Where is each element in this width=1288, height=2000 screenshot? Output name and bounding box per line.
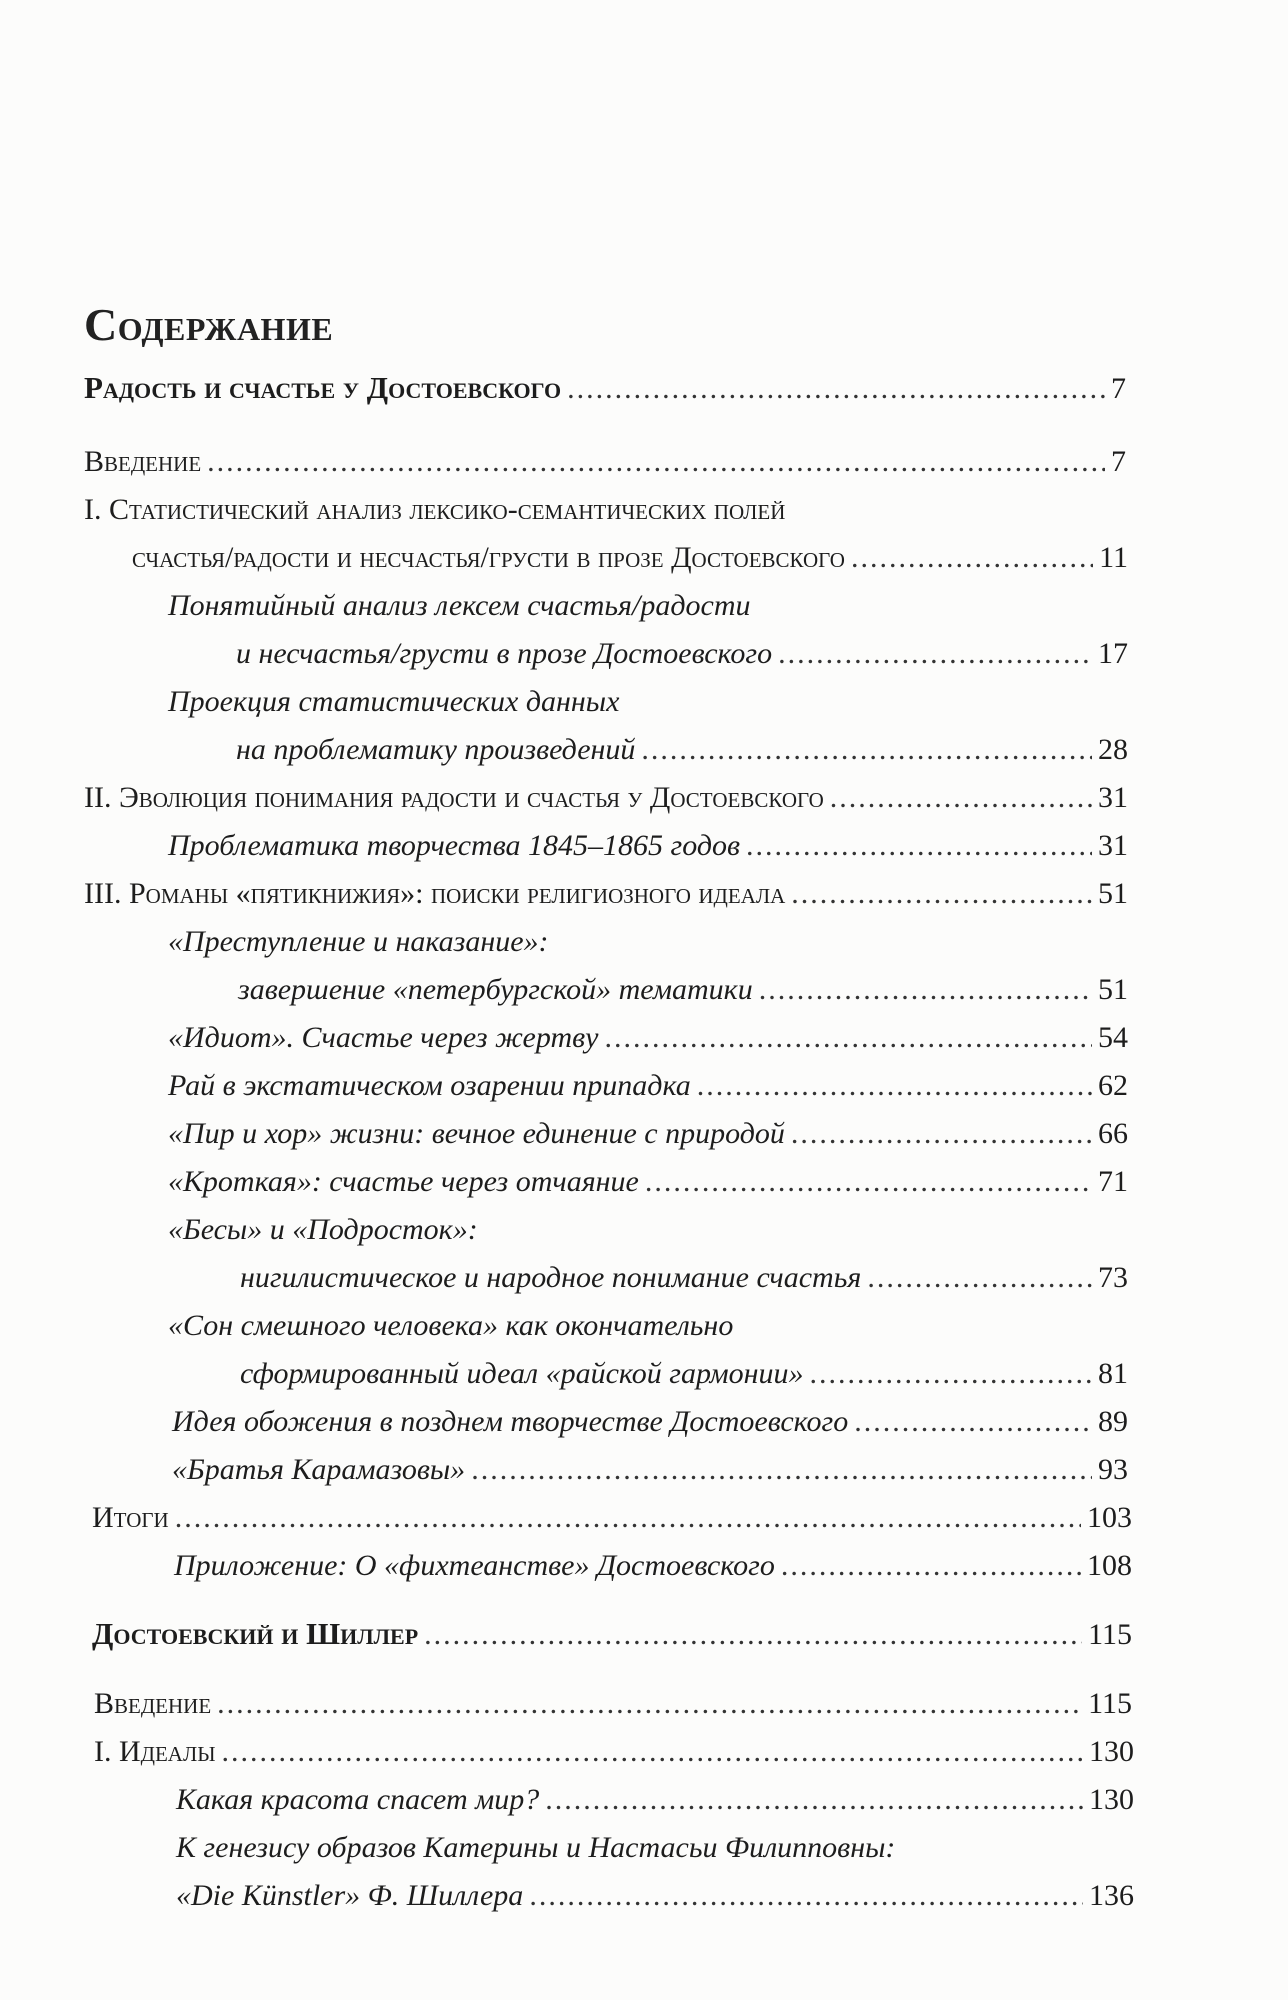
- leader-dots: [529, 1876, 1083, 1916]
- toc-entry-label: «Идиот». Счастье через жертву: [168, 1021, 599, 1054]
- toc-entry[interactable]: [84, 442, 1126, 482]
- toc-entry-label: «Пир и хор» жизни: вечное единение с природой: [168, 1117, 785, 1150]
- toc-entry-label: Приложение: О «фихтеанстве» Достоевского: [174, 1549, 775, 1582]
- toc-entry-label: III. Романы «пятикнижия»: поиски религиозного идеала: [84, 877, 786, 910]
- toc-entry-label: завершение «петербургской» тематики: [238, 973, 753, 1006]
- toc-page-number: 28: [1098, 733, 1128, 766]
- toc-entry-label: I. Идеалы: [94, 1735, 216, 1768]
- leader-dots: [851, 538, 1093, 578]
- toc-entry-label: на проблематику произведений: [236, 733, 636, 766]
- leader-dots: [697, 1066, 1092, 1106]
- toc-page-number: 54: [1098, 1021, 1128, 1054]
- toc-page-number: 115: [1088, 1618, 1132, 1651]
- leader-dots: [217, 1684, 1082, 1724]
- toc-entry-label[interactable]: Понятийный анализ лексем счастья/радости: [168, 589, 751, 622]
- page-title: Содержание: [84, 299, 334, 350]
- toc-entry-label: Какая красота спасет мир?: [176, 1783, 540, 1816]
- leader-dots: [791, 1114, 1092, 1154]
- toc-entry[interactable]: [238, 970, 1128, 1010]
- toc-entry-label: Итоги: [92, 1501, 169, 1534]
- toc-entry-label[interactable]: «Бесы» и «Подросток»:: [168, 1213, 478, 1246]
- toc-page-number: 103: [1087, 1501, 1132, 1534]
- toc-entry-label[interactable]: К генезису образов Катерины и Настасьи Филипповны:: [176, 1831, 896, 1864]
- leader-dots: [645, 1162, 1092, 1202]
- toc-page-number: 66: [1098, 1117, 1128, 1150]
- leader-dots: [207, 442, 1105, 482]
- toc-entry[interactable]: [176, 1780, 1134, 1820]
- toc-page-number: 17: [1098, 637, 1128, 670]
- toc-entry[interactable]: [172, 1450, 1128, 1490]
- toc-entry[interactable]: [236, 634, 1128, 674]
- leader-dots: [424, 1615, 1082, 1655]
- toc-entry-label: «Братья Карамазовы»: [172, 1453, 466, 1486]
- toc-page-number: 7: [1111, 372, 1126, 405]
- toc-entry[interactable]: [176, 1876, 1134, 1916]
- toc-page-number: 93: [1098, 1453, 1128, 1486]
- toc-entry-label: Радость и счастье у Достоевского: [84, 370, 562, 405]
- leader-dots: [222, 1732, 1083, 1772]
- toc-entry-label: «Кроткая»: счастье через отчаяние: [168, 1165, 639, 1198]
- toc-part-heading[interactable]: [92, 1614, 1132, 1654]
- toc-entry[interactable]: [132, 538, 1128, 578]
- toc-entry-label: Введение: [84, 445, 202, 478]
- toc-page-number: 136: [1089, 1879, 1134, 1912]
- toc-entry[interactable]: [168, 1018, 1128, 1058]
- toc-entry[interactable]: [240, 1354, 1128, 1394]
- toc-entry-label[interactable]: Проекция статистических данных: [168, 685, 620, 718]
- toc-page-number: 11: [1099, 541, 1128, 574]
- leader-dots: [759, 970, 1092, 1010]
- toc-entry-label[interactable]: I. Статистический анализ лексико-семантических полей: [84, 493, 786, 526]
- toc-page-number: 71: [1098, 1165, 1128, 1198]
- leader-dots: [867, 1258, 1092, 1298]
- toc-entry-label: Рай в экстатическом озарении припадка: [168, 1069, 691, 1102]
- toc-entry-label: «Die Künstler» Ф. Шиллера: [176, 1879, 524, 1912]
- toc-page-number: 108: [1087, 1549, 1132, 1582]
- toc-page-number: 73: [1098, 1261, 1128, 1294]
- toc-entry-label: Проблематика творчества 1845–1865 годов: [168, 829, 741, 862]
- toc-page-number: 130: [1089, 1735, 1134, 1768]
- leader-dots: [810, 1354, 1092, 1394]
- toc-entry[interactable]: [94, 1732, 1134, 1772]
- toc-page-number: 115: [1088, 1687, 1132, 1720]
- toc-entry-label: сформированный идеал «райской гармонии»: [240, 1357, 804, 1390]
- toc-entry-label[interactable]: «Сон смешного человека» как окончательно: [168, 1309, 734, 1342]
- toc-page-number: 7: [1111, 445, 1126, 478]
- leader-dots: [791, 874, 1092, 914]
- leader-dots: [604, 1018, 1092, 1058]
- toc-entry-label: Идея обожения в позднем творчестве Достоевского: [172, 1405, 849, 1438]
- toc-entry-label: и несчастья/грусти в прозе Достоевского: [236, 637, 773, 670]
- leader-dots: [746, 826, 1092, 866]
- leader-dots: [641, 730, 1092, 770]
- toc-entry[interactable]: [240, 1258, 1128, 1298]
- toc-page-number: 81: [1098, 1357, 1128, 1390]
- toc-entry[interactable]: [172, 1402, 1128, 1442]
- leader-dots: [545, 1780, 1083, 1820]
- toc-entry[interactable]: [236, 730, 1128, 770]
- leader-dots: [854, 1402, 1092, 1442]
- toc-entry-label: Достоевский и Шиллер: [92, 1616, 419, 1651]
- toc-page-number: 130: [1089, 1783, 1134, 1816]
- leader-dots: [471, 1450, 1092, 1490]
- toc-page-number: 51: [1098, 973, 1128, 1006]
- toc-page-number: 51: [1098, 877, 1128, 910]
- toc-entry-label: Введение: [94, 1687, 212, 1720]
- leader-dots: [175, 1498, 1081, 1538]
- toc-page-number: 31: [1098, 829, 1128, 862]
- toc-entry[interactable]: [168, 1114, 1128, 1154]
- toc-entry[interactable]: [92, 1498, 1132, 1538]
- toc-page-number: 62: [1098, 1069, 1128, 1102]
- toc-entry[interactable]: [168, 1162, 1128, 1202]
- toc-part-heading[interactable]: [84, 368, 1126, 408]
- toc-entry-label: II. Эволюция понимания радости и счастья у Достоевского: [84, 781, 824, 814]
- leader-dots: [778, 634, 1092, 674]
- toc-entry[interactable]: [168, 1066, 1128, 1106]
- toc-entry[interactable]: [168, 826, 1128, 866]
- toc-entry-label[interactable]: «Преступление и наказание»:: [168, 925, 549, 958]
- toc-page-number: 31: [1098, 781, 1128, 814]
- toc-entry[interactable]: [174, 1546, 1132, 1586]
- toc-entry[interactable]: [84, 778, 1128, 818]
- toc-entry-label: счастья/радости и несчастья/грусти в прозе Достоевского: [132, 541, 845, 574]
- leader-dots: [781, 1546, 1081, 1586]
- toc-entry[interactable]: [94, 1684, 1132, 1724]
- leader-dots: [830, 778, 1092, 818]
- leader-dots: [567, 369, 1105, 409]
- toc-entry[interactable]: [84, 874, 1128, 914]
- toc-entry-label: нигилистическое и народное понимание счастья: [240, 1261, 862, 1294]
- toc-page-number: 89: [1098, 1405, 1128, 1438]
